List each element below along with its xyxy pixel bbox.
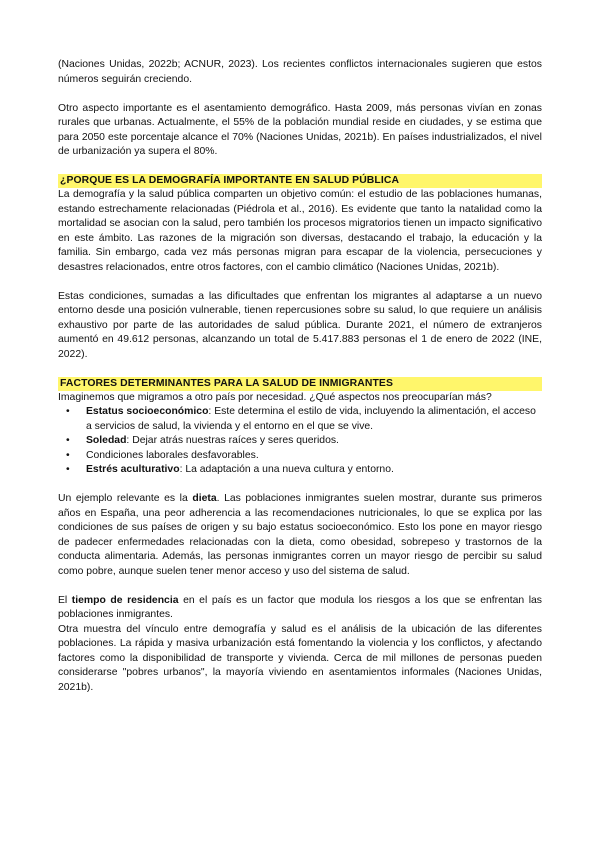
spacer (58, 87, 542, 102)
list-item (66, 434, 542, 449)
spacer (58, 275, 542, 290)
spacer (58, 160, 542, 175)
bullet-icon: • (66, 435, 70, 446)
paragraph-diet: Un ejemplo relevante es la dieta. Las poblaciones inmigrantes suelen mostrar, durante sus primeros años en España, una peor adherencia a las recomendaciones nutricionales, lo que se explica por las condiciones de sus países de origen y su bajo estatus socioeconómico. Esto los pone en mayor riesgo de padecer enfermedades relacionadas con la dieta, como obesidad, sobrepeso y trastornos de la conducta alimentaria. Además, las personas inmigrantes corren un mayor riesgo de percibir su salud como pobre, aunque suelen tener menor acceso y uso del sistema de salud. (58, 493, 542, 577)
list-item (66, 405, 542, 434)
list-item-bold: Soledad (86, 435, 127, 446)
paragraph-question: Imaginemos que migramos a otro país por necesidad. ¿Qué aspectos nos preocuparían más? (58, 391, 492, 403)
paragraph-conditions: Estas condiciones, sumadas a las dificultades que enfrentan los migrantes al adaptarse a un nuevo entorno desde una posición vulnerable, tienen repercusiones sobre su salud, lo que requiere un análisis exhaustivo por parte de las autoridades de salud pública. Durante 2021, el número de extranjeros aumentó en 49.612 personas, alcanzando un total de 5.417.883 personas el 1 de enero de 2022 (INE, 2022). (58, 290, 542, 360)
paragraph-demography: La demografía y la salud pública comparten un objetivo común: el estudio de las poblaciones humanas, estando estrechamente relacionadas (Piédrola et al., 2016). Es evidente que tanto la natalidad como la mortalidad se asocian con la salud, pero también los procesos migratorios tienen un impacto significativo en este ámbito. Las razones de la migración son diversas, destacando el trabajo, la educación y la familia. Sin embargo, cada vez más personas migran para escapar de la violencia, persecuciones y desastres relacionados, entre otros factores, con el cambio climático (Naciones Unidas, 2021b). (58, 189, 542, 273)
keyword-tiempo-residencia: tiempo de residencia (71, 594, 179, 606)
spacer (58, 362, 542, 377)
list-item-text: : Este determina el estilo de vida, incluyendo la alimentación, el acceso a servicios de salud, la vivienda y el entorno en el que se vive. (86, 406, 536, 432)
list-item (66, 463, 542, 478)
section-heading-demography: ¿PORQUE ES LA DEMOGRAFÍA IMPORTANTE EN SALUD PÚBLICA (58, 174, 542, 188)
spacer (58, 579, 542, 594)
document-page (58, 58, 542, 695)
paragraph-residence: El tiempo de residencia en el país es un factor que modula los riesgos a los que se enfrentan las poblaciones inmigrantes. (58, 594, 542, 620)
bullet-icon: • (66, 406, 70, 417)
spacer (58, 478, 542, 493)
bullet-icon: • (66, 464, 70, 475)
paragraph-settlement: Otro aspecto importante es el asentamiento demográfico. Hasta 2009, más personas vivían en zonas rurales que urbanas. Actualmente, el 55% de la población mundial reside en ciudades, y se estima que para 2050 este porcentaje alcance el 70% (Naciones Unidas, 2021b). En países industrializados, el nivel de urbanización ya supera el 80%. (58, 102, 542, 157)
list-item (66, 449, 542, 464)
bullet-icon: • (66, 449, 70, 461)
list-item-bold: Estrés aculturativo (86, 464, 180, 475)
paragraph-urbanization: Otra muestra del vínculo entre demografía y salud es el análisis de la ubicación de las diferentes poblaciones. La rápida y masiva urbanización está fomentando la violencia y los conflictos, y afectando factores como la disponibilidad de transporte y vivienda. Cerca de mil millones de personas pueden considerarse "pobres urbanos", la mayoría viviendo en asentamientos informales (Naciones Unidas, 2021b). (58, 623, 542, 693)
keyword-dieta: dieta (192, 493, 217, 504)
section-heading-determinants: FACTORES DETERMINANTES PARA LA SALUD DE INMIGRANTES (58, 377, 542, 391)
list-item-bold: Estatus socioeconómico (86, 406, 209, 417)
list-item-text: Condiciones laborales desfavorables. (86, 449, 259, 461)
paragraph-intro: (Naciones Unidas, 2022b; ACNUR, 2023). Los recientes conflictos internacionales sugieren que estos números seguirán creciendo. (58, 59, 542, 85)
list-item-text: : La adaptación a una nueva cultura y entorno. (179, 464, 394, 475)
bullet-list (58, 405, 542, 478)
list-item-text: : Dejar atrás nuestras raíces y seres queridos. (126, 435, 339, 446)
